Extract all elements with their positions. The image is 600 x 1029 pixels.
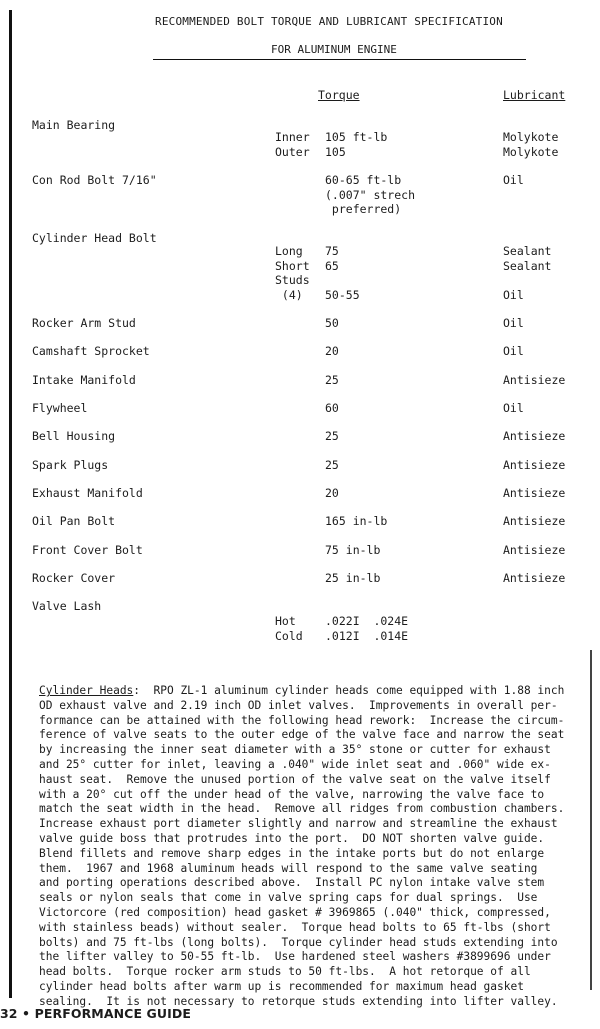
paragraph-line: Victorcore (red composition) head gasket # 3969865 (.040" thick, compressed,: [39, 905, 551, 919]
row-torque-value: (.007" strech: [325, 187, 416, 202]
paragraph-line: with stainless beads) without sealer. Torque head bolts to 65 ft-lbs (short: [39, 920, 551, 934]
paragraph-line: OD exhaust valve and 2.19 inch OD inlet valves. Improvements in overall per-: [39, 698, 558, 712]
row-torque-value: 105: [325, 144, 346, 159]
row-lubricant-value: Antisieze: [503, 458, 566, 472]
row-lubricant-value: Oil: [503, 287, 524, 302]
paragraph-line: Increase exhaust port diameter slightly and narrow and streamline the exhaust: [39, 817, 558, 831]
row-lubricant-value: Antisieze: [503, 543, 566, 557]
spec-title: RECOMMENDED BOLT TORQUE AND LUBRICANT SPECIFICATION: [155, 15, 503, 28]
spec-subtitle: FOR ALUMINUM ENGINE: [271, 43, 397, 56]
paragraph-line: head bolts. Torque rocker arm studs to 50 ft-lbs. A hot retorque of all: [39, 965, 531, 979]
title-underline: [153, 59, 526, 60]
paragraph-line: them. 1967 and 1968 aluminum heads will respond to the same valve seating: [39, 861, 538, 875]
row-torque-value: 25: [325, 429, 339, 443]
paragraph-line: and 25° cutter for inlet, leaving a .040" wide inlet seat and .060" wide ex-: [39, 757, 551, 771]
row-part-label: Camshaft Sprocket: [32, 344, 150, 358]
row-lubricant-value: Antisieze: [503, 571, 566, 585]
row-torque-value: 50-55: [325, 287, 360, 302]
paragraph-line: ference of valve seats to the outer edge of the valve face and narrow the seat: [39, 728, 565, 742]
row-sub-label: Long: [275, 244, 303, 258]
row-sub-label: (4): [275, 287, 303, 302]
row-lubricant-value: Oil: [503, 401, 524, 415]
row-part-label: Front Cover Bolt: [32, 543, 143, 557]
paragraph-line: cylinder head bolts after warm up is recommended for maximum head gasket: [39, 979, 524, 993]
row-torque-value: 165 in-lb: [325, 514, 388, 528]
row-torque-value: 60: [325, 401, 339, 415]
row-part-label: Flywheel: [32, 401, 88, 415]
row-torque-value: 50: [325, 316, 339, 330]
row-torque-value: 25: [325, 373, 339, 387]
row-torque-value: 65: [325, 258, 339, 273]
row-torque-value: .012I .014E: [325, 628, 409, 643]
row-lubricant-value: Antisieze: [503, 514, 566, 528]
row-torque-value: 20: [325, 486, 339, 500]
row-part-label: Rocker Cover: [32, 571, 116, 585]
row-sub-label: Inner: [275, 130, 310, 144]
row-lubricant-value: Molykote: [503, 130, 559, 144]
row-torque-value: preferred): [325, 202, 402, 216]
row-sub-label: Hot: [275, 614, 296, 628]
row-torque-value: 25 in-lb: [325, 571, 381, 585]
paragraph-line: Blend fillets and remove sharp edges in the intake ports but do not enlarge: [39, 846, 545, 860]
row-part-label: Spark Plugs: [32, 458, 109, 472]
right-margin-rule: [590, 650, 592, 990]
row-sub-label: Short: [275, 258, 310, 273]
row-lubricant-value: Sealant: [503, 244, 552, 258]
row-part-label: Intake Manifold: [32, 373, 136, 387]
paragraph-line: bolts) and 75 ft-lbs (long bolts). Torque cylinder head studs extending into: [39, 935, 558, 949]
paragraph-heading: Cylinder Heads: [39, 684, 134, 697]
row-lubricant-value: Oil: [503, 344, 524, 358]
torque-column-header: Torque: [318, 88, 360, 102]
row-part-label: Exhaust Manifold: [32, 486, 143, 500]
paragraph-line: by increasing the inner seat diameter with a 35° stone or cutter for exhaust: [39, 743, 551, 757]
row-lubricant-value: Antisieze: [503, 429, 566, 443]
row-torque-value: .022I .024E: [325, 614, 409, 628]
row-part-label: Bell Housing: [32, 429, 116, 443]
row-torque-value: 105 ft-lb: [325, 130, 388, 144]
row-lubricant-value: Oil: [503, 316, 524, 330]
row-lubricant-value: Oil: [503, 173, 524, 187]
row-sub-label: Cold: [275, 628, 303, 643]
row-torque-value: 60-65 ft-lb: [325, 173, 402, 187]
row-lubricant-value: Antisieze: [503, 373, 566, 387]
row-torque-value: 75 in-lb: [325, 543, 381, 557]
row-part-label: Con Rod Bolt 7/16": [32, 173, 157, 187]
cylinder-heads-paragraph: [39, 684, 584, 1010]
paragraph-line: and porting operations described above. Install PC nylon intake valve stem: [39, 876, 545, 890]
paragraph-line: match the seat width in the head. Remove all ridges from combustion chambers.: [39, 802, 565, 816]
paragraph-line: seals or nylon seals that come in valve spring caps for dual springs. Use: [39, 891, 538, 905]
paragraph-first-line-text: : RPO ZL-1 aluminum cylinder heads come equipped with 1.88 inch: [133, 684, 565, 697]
row-torque-value: 25: [325, 458, 339, 472]
paragraph-line: haust seat. Remove the unused portion of the valve seat on the valve itself: [39, 772, 551, 786]
page-footer: 32 • PERFORMANCE GUIDE: [0, 1006, 192, 1021]
paragraph-line: valve guide boss that protrudes into the port. DO NOT shorten valve guide.: [39, 831, 545, 845]
row-sub-label: Outer: [275, 144, 310, 159]
row-lubricant-value: Antisieze: [503, 486, 566, 500]
row-sub-label: Studs: [275, 273, 310, 287]
row-lubricant-value: Molykote: [503, 144, 559, 159]
left-margin-rule: [9, 10, 12, 998]
row-part-label: Main Bearing: [32, 118, 116, 132]
lubricant-column-header: Lubricant: [503, 88, 566, 102]
row-part-label: Oil Pan Bolt: [32, 514, 116, 528]
paragraph-line: the lifter valley to 50-55 ft-lb. Use hardened steel washers #3899696 under: [39, 950, 551, 964]
row-lubricant-value: Sealant: [503, 258, 552, 273]
row-torque-value: 75: [325, 244, 339, 258]
paragraph-first-line: [39, 684, 584, 699]
row-part-label: Rocker Arm Stud: [32, 316, 136, 330]
paragraph-line: formance can be attained with the following head rework: Increase the circum-: [39, 713, 565, 727]
row-part-label: Cylinder Head Bolt: [32, 231, 157, 245]
paragraph-line: sealing. It is not necessary to retorque studs extending into lifter valley.: [39, 994, 558, 1008]
row-part-label: Valve Lash: [32, 599, 102, 613]
paragraph-line: with a 20° cut off the under head of the valve, narrowing the valve face to: [39, 787, 545, 801]
row-torque-value: 20: [325, 344, 339, 358]
